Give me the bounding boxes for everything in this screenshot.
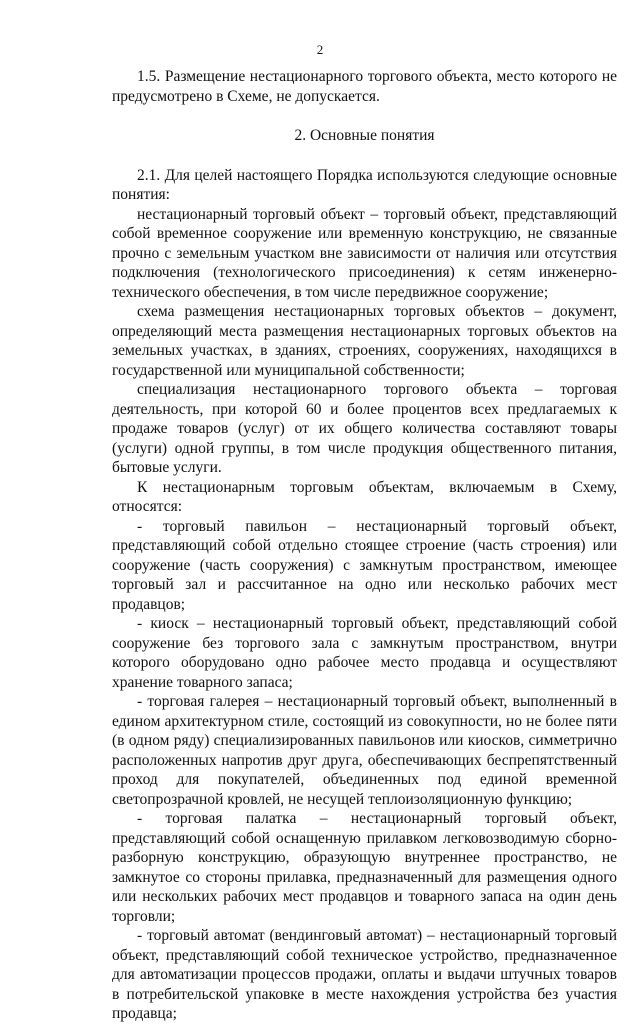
spacer <box>112 106 617 126</box>
paragraph-definition: нестационарный торговый объект – торговый объект, представляющий собой временное сооружение или временную конструкцию, не связанные прочно с земельным участком вне зависимости от наличия или отсутствия подключения (технологического присоединения) к сетям инженерно-технического обеспечения, в том числе передвижное сооружение; <box>112 205 617 301</box>
paragraph-list-item: - торговая галерея – нестационарный торговый объект, выполненный в едином архитектурном стиле, состоящий из совокупности, но не более пяти (в одном ряду) специализированных павильонов или киосков, симметрично расположенных напротив друг друга, обеспечивающих беспрепятственный проход для покупателей, объединенных под единой временной светопрозрачной кровлей, не несущей теплоизоляционную функцию; <box>112 693 617 808</box>
document-body <box>112 67 617 1024</box>
page-number: 2 <box>316 42 324 57</box>
paragraph-list-item: - киоск – нестационарный торговый объект, представляющий собой сооружение без торгового зала с замкнутым пространством, внутри которого оборудовано одно рабочее место продавца и осуществляют хранение товарного запаса; <box>112 615 617 691</box>
paragraph-list-item: - торговый павильон – нестационарный торговый объект, представляющий собой отдельно стоящее строение (часть строения) или сооружение (часть сооружения) с замкнутым пространством, имеющее торговый зал и рассчитанное на одно или несколько рабочих мест продавцов; <box>112 517 617 613</box>
paragraph-definition: специализация нестационарного торгового объекта – торговая деятельность, при которой 60 и более процентов всех предлагаемых к продаже товаров (услуг) от их общего количества составляют товары (услуги) одной группы, в том числе продукция общественного питания, бытовые услуги. <box>112 381 617 476</box>
paragraph-2-1: 2.1. Для целей настоящего Порядка используются следующие основные понятия: <box>112 166 617 203</box>
paragraph-list-item: - торговый автомат (вендинговый автомат) – нестационарный торговый объект, представляющий собой техническое устройство, предназначенное для автоматизации процессов продажи, оплаты и выдачи штучных товаров в потребительской упаковке в месте нахождения устройства без участия продавца; <box>112 927 617 1022</box>
section-heading: 2. Основные понятия <box>294 127 435 144</box>
paragraph-1-5: 1.5. Размещение нестационарного торгового объекта, место которого не предусмотрено в Схеме, не допускается. <box>112 68 617 105</box>
spacer <box>112 146 617 166</box>
paragraph-definition: схема размещения нестационарных торговых объектов – документ, определяющий места размещения нестационарных торговых объектов на земельных участках, в зданиях, строениях, сооружениях, находящихся в государственной или муниципальной собственности; <box>112 303 617 379</box>
paragraph-list-intro: К нестационарным торговым объектам, включаемым в Схему, относятся: <box>112 478 617 515</box>
paragraph-list-item: - торговая палатка – нестационарный торговый объект, представляющий собой оснащенную прилавком легковозводимую сборно-разборную конструкцию, образующую внутреннее пространство, не замкнутое со стороны прилавка, предназначенный для размещения одного или нескольких рабочих мест продавцов и товарного запаса на один день торговли; <box>112 810 617 925</box>
